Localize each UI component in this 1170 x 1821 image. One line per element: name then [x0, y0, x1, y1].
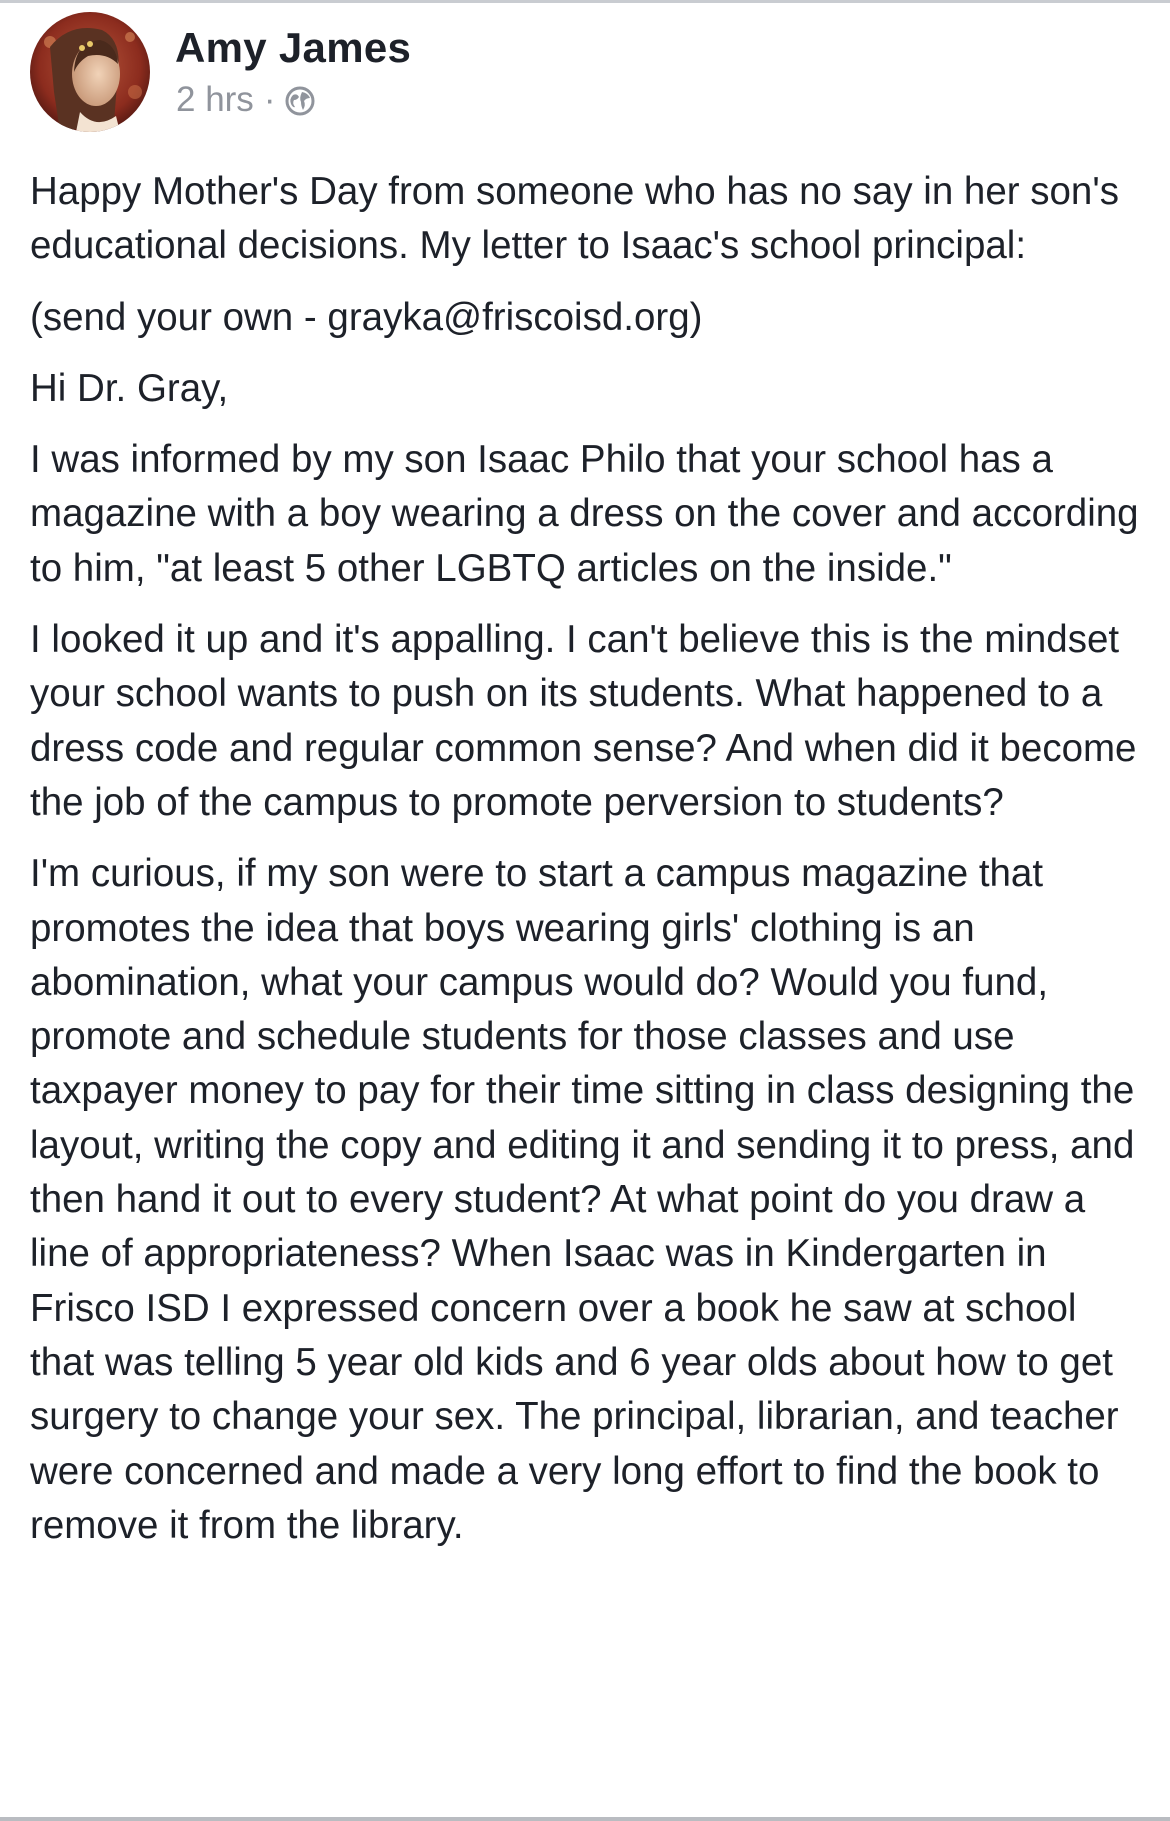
post-paragraph: I'm curious, if my son were to start a campus magazine that promotes the idea that boys wearing girls' clothing is an abomination, what your campus would do? Would you fund, promote and schedule students for those classes and use taxpayer money to pay for their time sitting in class designing the layout, writing the copy and editing it and sending it to press, and then hand it out to every student? At what point do you draw a line of appropriateness? When Isaac was in Kindergarten in Frisco ISD I expressed concern over a book he saw at school that was telling 5 year old kids and 6 year olds about how to get surgery to change your sex. The principal, librarian, and teacher were concerned and made a very long effort to find the book to remove it from the library. — [30, 852, 1135, 1547]
author-avatar[interactable] — [30, 12, 150, 132]
post-body — [30, 165, 1150, 1570]
post-header — [30, 12, 1130, 132]
author-name[interactable]: Amy James — [175, 24, 412, 71]
post-paragraph: Happy Mother's Day from someone who has no say in her son's educational decisions. My letter to Isaac's school principal: — [30, 170, 1119, 268]
meta-separator: · — [263, 80, 276, 119]
post-paragraph: I looked it up and it's appalling. I can't believe this is the mindset your school wants to push on its students. What happened to a dress code and regular common sense? And when did it become the job of the campus to promote perversion to students? — [30, 618, 1137, 824]
post-paragraph: Hi Dr. Gray, — [30, 366, 229, 410]
bottom-divider — [0, 1817, 1170, 1821]
post-paragraph: (send your own - grayka@friscoisd.org) — [30, 295, 703, 339]
post-timestamp[interactable]: 2 hrs — [176, 80, 254, 119]
post-meta — [176, 80, 315, 120]
post-paragraph: I was informed by my son Isaac Philo that your school has a magazine with a boy wearing a dress on the cover and according to him, "at least 5 other LGBTQ articles on the inside." — [30, 438, 1139, 590]
avatar-image — [30, 12, 150, 132]
globe-icon[interactable] — [285, 85, 315, 115]
